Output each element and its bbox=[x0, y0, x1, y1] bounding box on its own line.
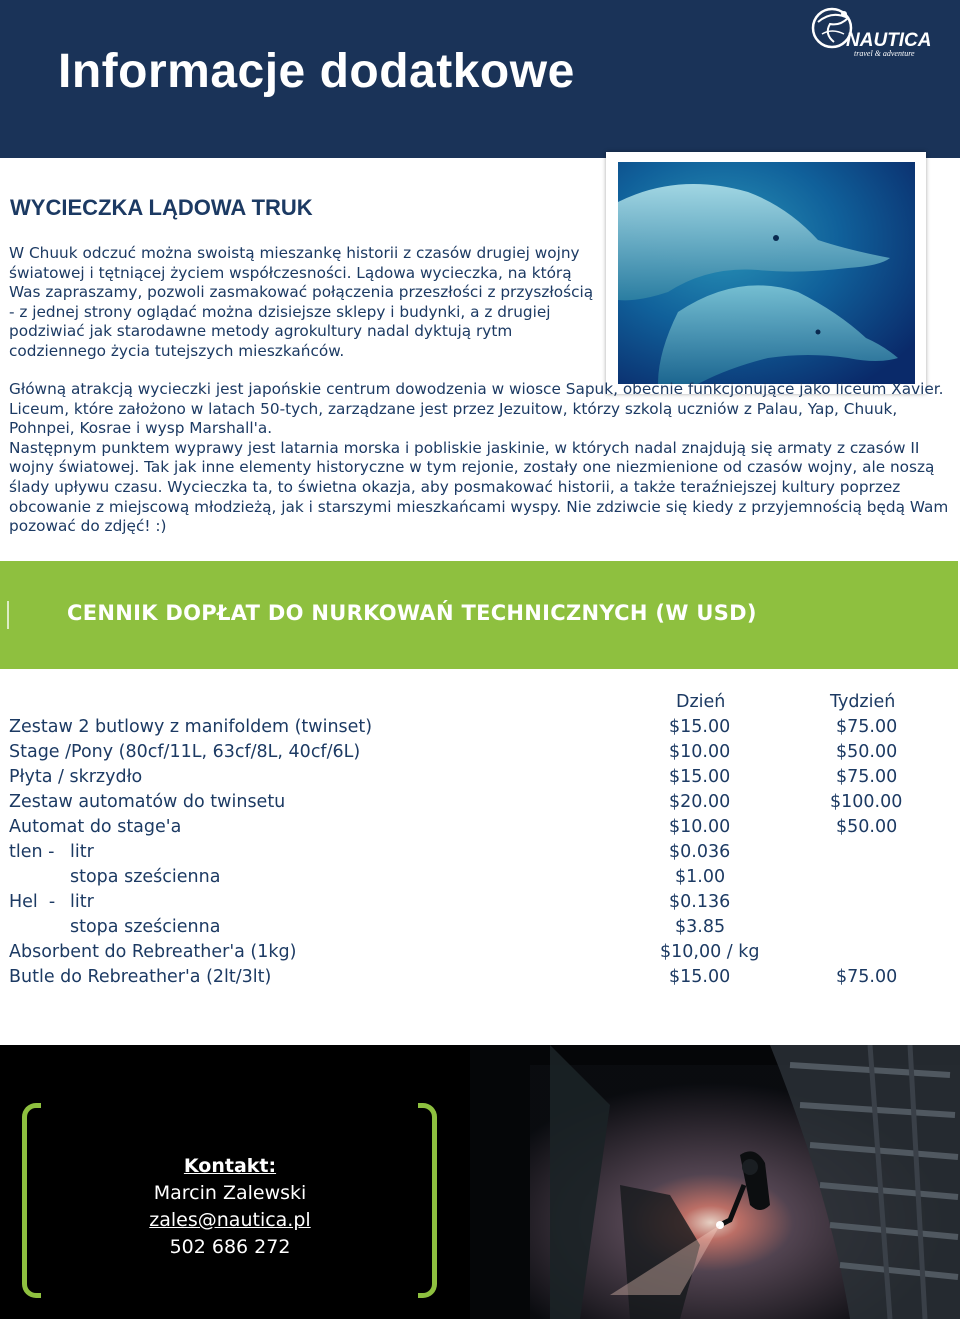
pricing-banner bbox=[0, 561, 958, 669]
right-bracket-decoration bbox=[418, 1103, 437, 1298]
table-row bbox=[0, 792, 960, 817]
row-week-price: $75.00 bbox=[836, 767, 898, 787]
table-row bbox=[0, 767, 960, 792]
left-bracket-decoration bbox=[22, 1103, 41, 1298]
row-name: Zestaw automatów do twinsetu bbox=[9, 792, 286, 812]
row-day-price: $20.00 bbox=[669, 792, 731, 812]
row-name: Absorbent do Rebreather'a (1kg) bbox=[9, 942, 297, 962]
dolphins-image bbox=[618, 162, 915, 384]
paragraph-intro: W Chuuk odczuć można swoistą mieszankę historii z czasów drugiej wojny światowej i tętniącej życiem współczesności. Lądowa wycieczka, na którą Was zapraszamy, pozwoli zasmakować połączenia przeszłości z przyszłością - z jednej strony oglądać można dzisiejsze sklepy i budynki, a z drugiej podziwiać jak starodawne metody agrokultury nadal dyktują rytm codziennego życia tutejszych mieszkańców. bbox=[9, 244, 594, 360]
pricing-title: CENNIK DOPŁAT DO NURKOWAŃ TECHNICZNYCH (W USD) bbox=[67, 601, 757, 625]
row-name: Automat do stage'a bbox=[9, 817, 182, 837]
table-row bbox=[0, 867, 960, 892]
section-title: WYCIECZKA LĄDOWA TRUK bbox=[10, 195, 313, 220]
row-name: tlen - bbox=[9, 842, 55, 862]
row-day-price: $15.00 bbox=[669, 717, 731, 737]
row-day-price: $10.00 bbox=[669, 742, 731, 762]
row-unit: litr bbox=[70, 892, 94, 912]
page-title: Informacje dodatkowe bbox=[58, 45, 575, 98]
table-row bbox=[0, 917, 960, 942]
wreck-diver-photo bbox=[470, 1045, 960, 1319]
row-unit: stopa sześcienna bbox=[70, 917, 221, 937]
contact-heading: Kontakt: bbox=[183, 1155, 277, 1177]
paragraph-group bbox=[9, 380, 954, 537]
nautica-logo bbox=[810, 4, 940, 60]
svg-text:NAUTICA: NAUTICA bbox=[846, 30, 932, 51]
table-row bbox=[0, 892, 960, 917]
paragraph-lighthouse: Następnym punktem wyprawy jest latarnia morska i pobliskie jaskinie, w których nadal znajdują się armaty z czasów II wojny światowej. Tak jak inne elementy historyczne w tym rejonie, zostały one niezmienione od czasów wojny, ale noszą ślady upływu czasu. Wycieczka ta, to świetna okazja, aby posmakować historii, a także teraźniejszej kultury poprzez obcowanie z miejscową młodzieżą, jak i starszymi mieszkańcami wyspy. Nie zdziwcie się kiedy z przyjemnością będą Wam pozować do zdjęć! :) bbox=[9, 438, 949, 536]
row-name: Płyta / skrzydło bbox=[9, 767, 143, 787]
row-day-price: $15.00 bbox=[669, 767, 731, 787]
row-unit: litr bbox=[70, 842, 94, 862]
row-day-price: $0.136 bbox=[669, 892, 731, 912]
row-name: Hel - bbox=[9, 892, 56, 912]
row-week-price: $50.00 bbox=[836, 817, 898, 837]
row-week-price: $50.00 bbox=[836, 742, 898, 762]
row-day-price: $10.00 bbox=[669, 817, 731, 837]
row-day-price: $1.00 bbox=[675, 867, 726, 887]
svg-text:travel & adventure: travel & adventure bbox=[854, 49, 915, 58]
banner-edge bbox=[7, 601, 9, 629]
row-unit: stopa sześcienna bbox=[70, 867, 221, 887]
contact-email-link[interactable]: zales@nautica.pl bbox=[149, 1209, 311, 1231]
header-banner bbox=[0, 0, 960, 158]
price-table-header bbox=[0, 692, 960, 717]
row-name: Zestaw 2 butlowy z manifoldem (twinset) bbox=[9, 717, 373, 737]
row-day-price: $0.036 bbox=[669, 842, 731, 862]
table-row bbox=[0, 942, 960, 967]
contact-footer bbox=[0, 1045, 960, 1319]
table-row bbox=[0, 717, 960, 742]
paragraph-attraction: Główną atrakcją wycieczki jest japońskie centrum dowodzenia w wiosce Sapuk, obecnie funkcjonujące jako liceum Xavier. Liceum, które założono w latach 50-tych, zarządzane jest przez Jezuitow, którzy szkolą uczniów z Palau, Yap, Chuuk, Pohnpei, Kosrae i wysp Marshall'a. bbox=[9, 380, 944, 438]
table-row bbox=[0, 967, 960, 992]
dolphins-photo bbox=[606, 152, 926, 394]
contact-phone: 502 686 272 bbox=[169, 1236, 291, 1258]
contact-block bbox=[100, 1153, 360, 1261]
row-day-price: $15.00 bbox=[669, 967, 731, 987]
header-day: Dzień bbox=[676, 692, 726, 712]
row-name: Butle do Rebreather'a (2lt/3lt) bbox=[9, 967, 272, 987]
row-day-price: $3.85 bbox=[675, 917, 726, 937]
table-row bbox=[0, 842, 960, 867]
header-week: Tydzień bbox=[830, 692, 896, 712]
row-name: Stage /Pony (80cf/11L, 63cf/8L, 40cf/6L) bbox=[9, 742, 361, 762]
row-week-price: $75.00 bbox=[836, 717, 898, 737]
row-week-price: $100.00 bbox=[830, 792, 903, 812]
contact-name: Marcin Zalewski bbox=[153, 1182, 307, 1204]
table-row bbox=[0, 742, 960, 767]
row-day-price: $10,00 / kg bbox=[660, 942, 760, 962]
row-week-price: $75.00 bbox=[836, 967, 898, 987]
table-row bbox=[0, 817, 960, 842]
